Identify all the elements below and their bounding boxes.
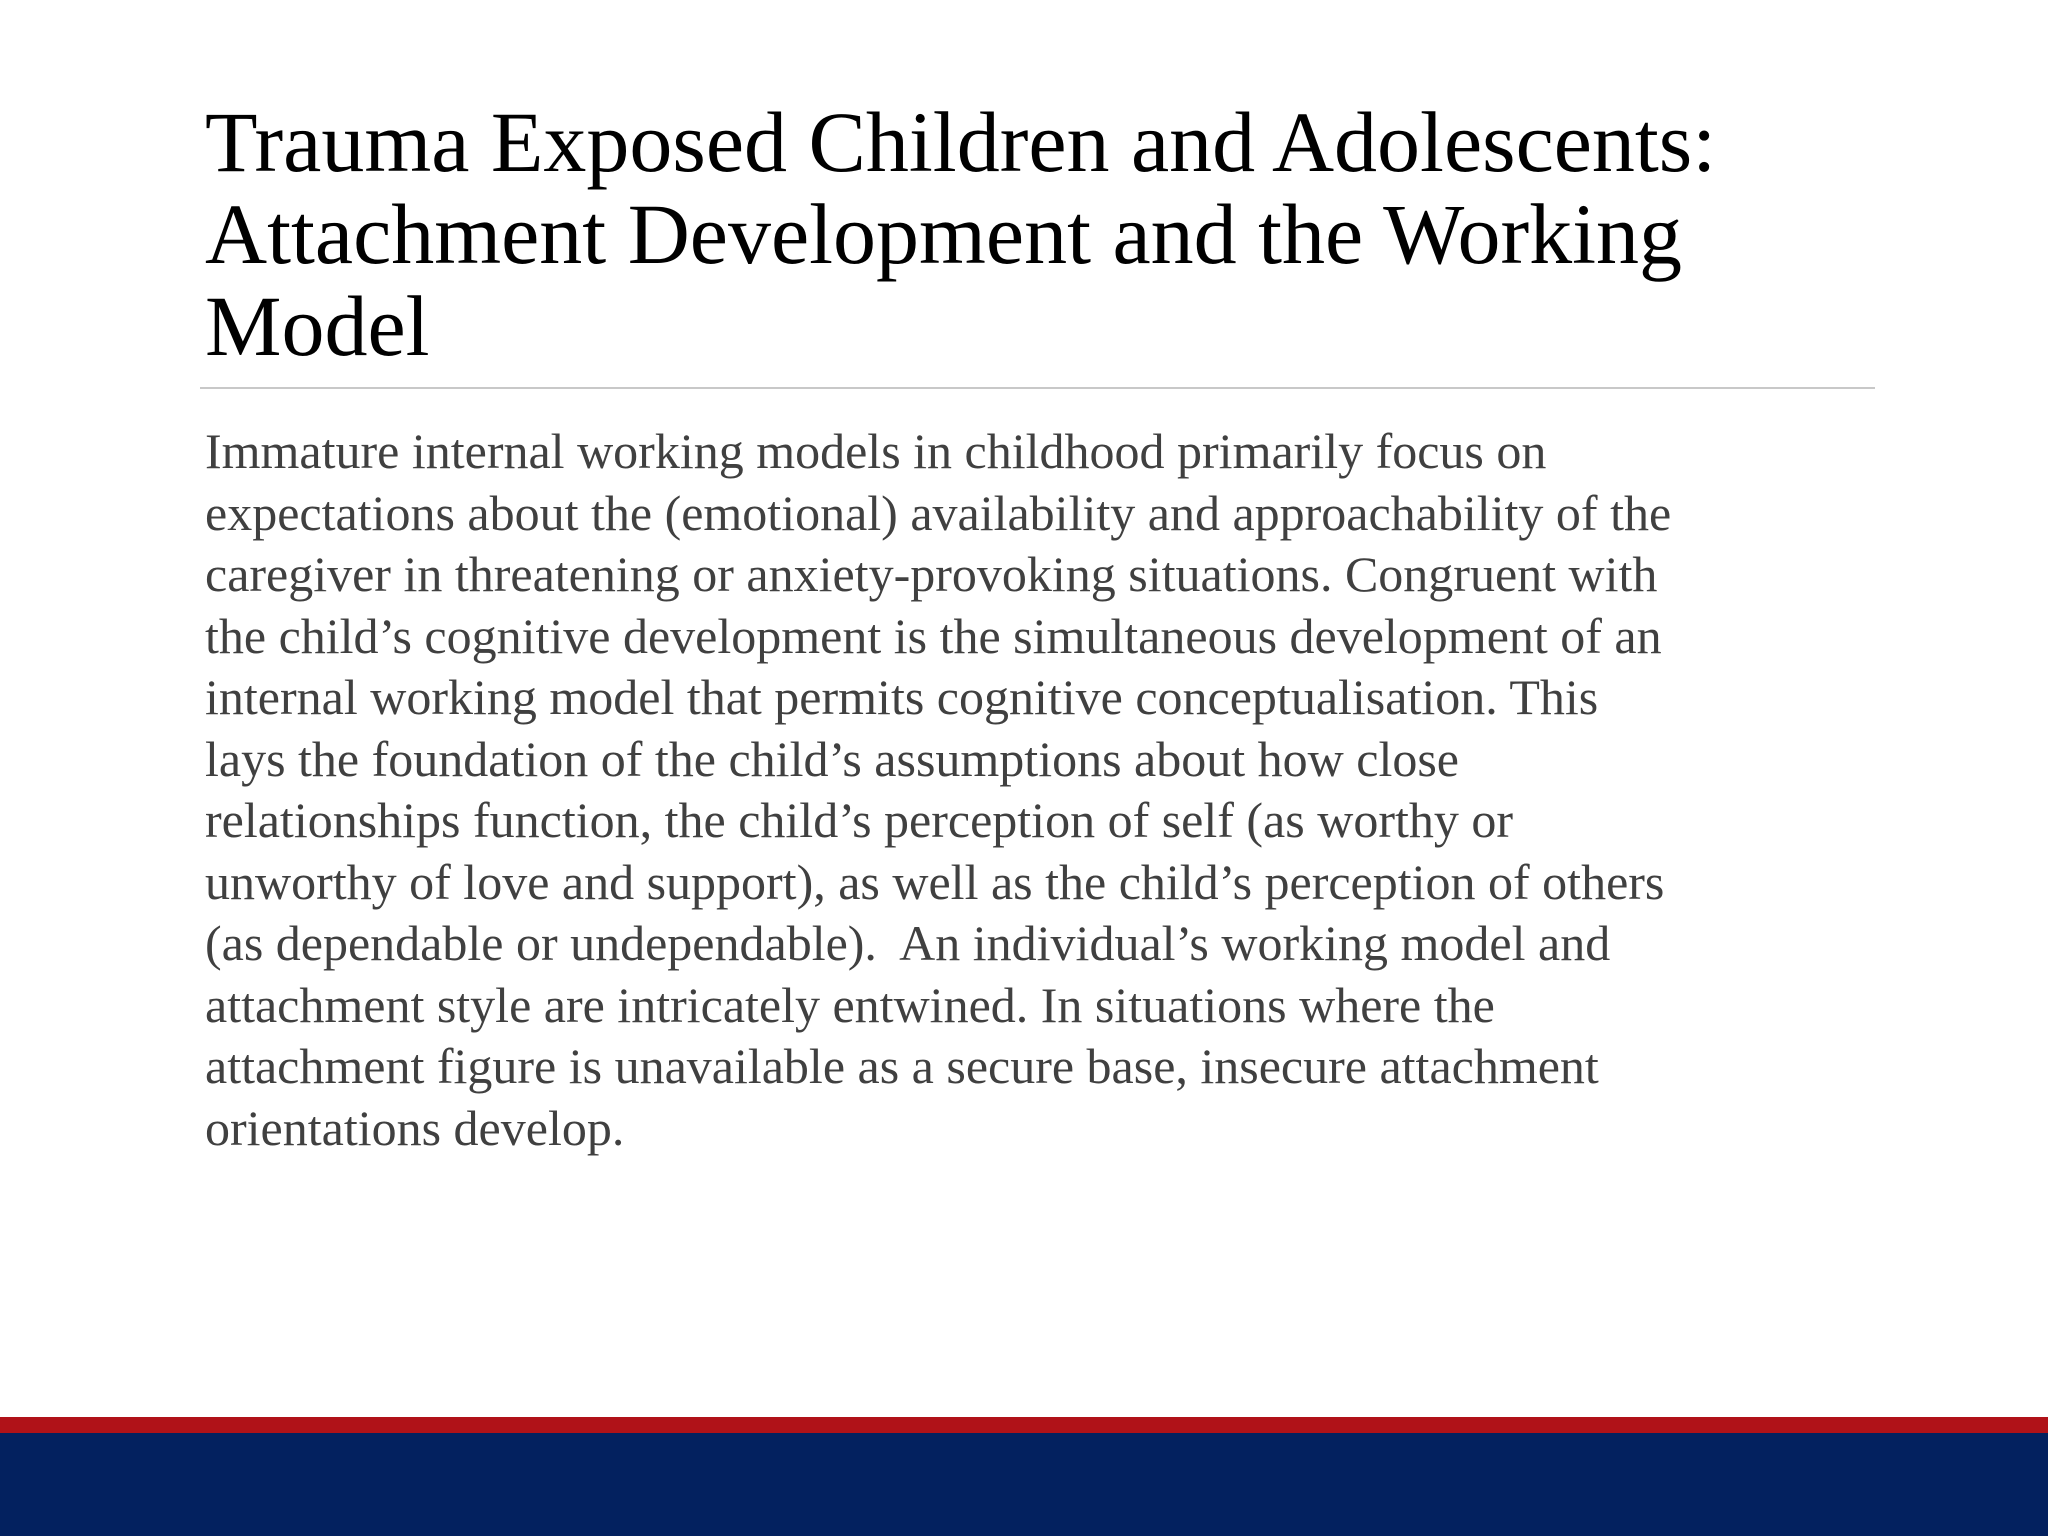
body-line: lays the foundation of the child’s assumptions about how close (205, 730, 1459, 787)
title-line: Attachment Development and the Working (205, 186, 1682, 282)
body-line: attachment figure is unavailable as a secure base, insecure attachment (205, 1038, 1599, 1094)
body-paragraph (205, 421, 1905, 1159)
body-line: attachment style are intricately entwined. In situations where the (205, 976, 1495, 1033)
body-line: orientations develop. (205, 1099, 625, 1156)
title-line: Trauma Exposed Children and Adolescents: (205, 94, 1717, 190)
body-line: unworthy of love and support), as well as the child’s perception of others (205, 853, 1665, 910)
body-line: Immature internal working models in childhood primarily focus on (205, 423, 1547, 479)
body-line: the child’s cognitive development is the simultaneous development of an (205, 607, 1662, 664)
body-line: caregiver in threatening or anxiety-provoking situations. Congruent with (205, 546, 1658, 602)
body-line: expectations about the (emotional) availability and approachability of the (205, 484, 1672, 541)
body-line: (as dependable or undependable). An individual’s working model and (205, 915, 1611, 971)
title-divider (200, 387, 1875, 389)
title-line: Model (205, 278, 430, 374)
footer-blue-band (0, 1433, 2048, 1536)
slide-title (205, 96, 1885, 372)
body-line: relationships function, the child’s perception of self (as worthy or (205, 792, 1514, 848)
body-line: internal working model that permits cognitive conceptualisation. This (205, 669, 1599, 725)
footer-red-stripe (0, 1417, 2048, 1433)
